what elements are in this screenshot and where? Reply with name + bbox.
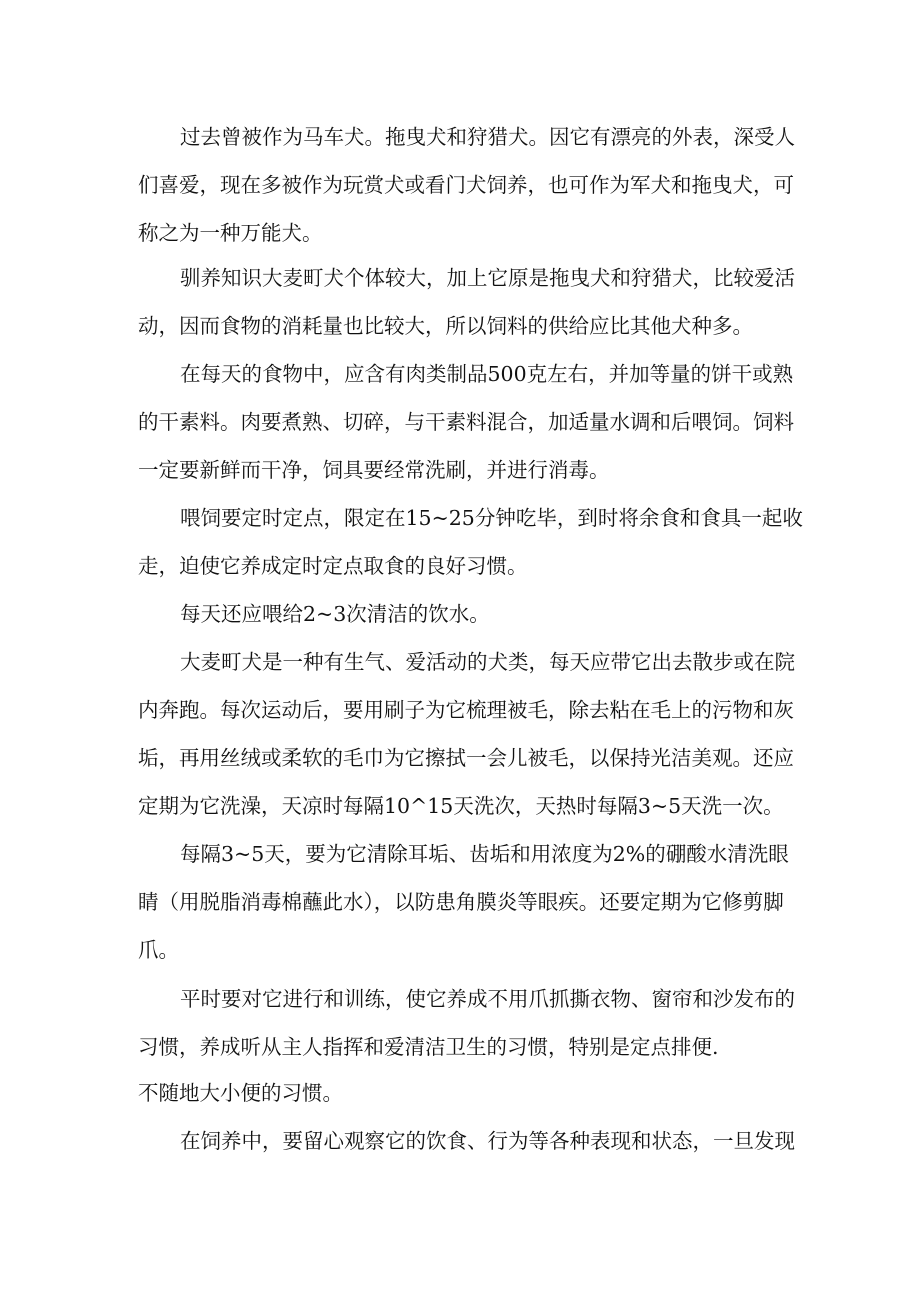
text-line: 们喜爱，现在多被作为玩赏犬或看门犬饲养，也可作为军犬和拖曳犬，可 [138, 173, 794, 197]
text-line: 走，迫使它养成定时定点取食的良好习惯。 [138, 554, 528, 578]
text-line: 在饲养中，要留心观察它的饮食、行为等各种表现和状态，一旦发现 [180, 1129, 795, 1153]
text-line: 内奔跑。每次运动后，要用刷子为它梳理被毛，除去粘在毛上的污物和灰 [138, 698, 794, 722]
paragraph-history [138, 113, 795, 257]
paragraph-feeding-schedule [138, 494, 803, 590]
text-line: 动，因而食物的消耗量也比较大，所以饲料的供给应比其他犬种多。 [138, 314, 753, 338]
paragraph-daily-food [138, 350, 794, 494]
paragraph-water [138, 590, 786, 638]
text-line: 在每天的食物中，应含有肉类制品500克左右，并加等量的饼干或熟 [180, 362, 794, 386]
text-line: 称之为一种万能犬。 [138, 221, 323, 245]
paragraph-observation [138, 1117, 795, 1165]
text-line: 爪。 [138, 938, 179, 962]
paragraph-habits [138, 975, 795, 1115]
paragraph-cleaning [138, 830, 789, 974]
text-line: 每天还应喂给2~3次清洁的饮水。 [180, 602, 490, 626]
text-line: 垢，再用丝绒或柔软的毛巾为它擦拭一会儿被毛，以保持光洁美观。还应 [138, 746, 794, 770]
paragraph-exercise-grooming [138, 638, 795, 830]
text-line: 驯养知识大麦町犬个体较大，加上它原是拖曳犬和狩猎犬，比较爱活 [180, 266, 795, 290]
text-line: 习惯，养成听从主人指挥和爱清洁卫生的习惯，特别是定点排便. [138, 1035, 719, 1059]
text-line: 睛（用脱脂消毒棉蘸此水），以防患角膜炎等眼疾。还要定期为它修剪脚 [138, 890, 784, 914]
text-line: 喂饲要定时定点，限定在15~25分钟吃毕，到时将余食和食具一起收 [180, 506, 803, 530]
text-line: 定期为它洗澡，天凉时每隔10^15天洗次，天热时每隔3~5天洗一次。 [138, 794, 784, 818]
text-line: 不随地大小便的习惯。 [138, 1081, 343, 1105]
text-line: 大麦町犬是一种有生气、爱活动的犬类，每天应带它出去散步或在院 [180, 650, 795, 674]
text-line: 一定要新鲜而干净，饲具要经常洗刷，并进行消毒。 [138, 458, 610, 482]
text-line: 的干素料。肉要煮熟、切碎，与干素料混合，加适量水调和后喂饲。饲料 [138, 410, 794, 434]
text-line: 每隔3~5天，要为它清除耳垢、齿垢和用浓度为2%的硼酸水清洗眼 [180, 842, 789, 866]
text-line: 过去曾被作为马车犬。拖曳犬和狩猎犬。因它有漂亮的外表，深受人 [180, 125, 795, 149]
text-line: 平时要对它进行和训练，使它养成不用爪抓撕衣物、窗帘和沙发布的 [180, 987, 795, 1011]
paragraph-training-knowledge [138, 254, 795, 350]
